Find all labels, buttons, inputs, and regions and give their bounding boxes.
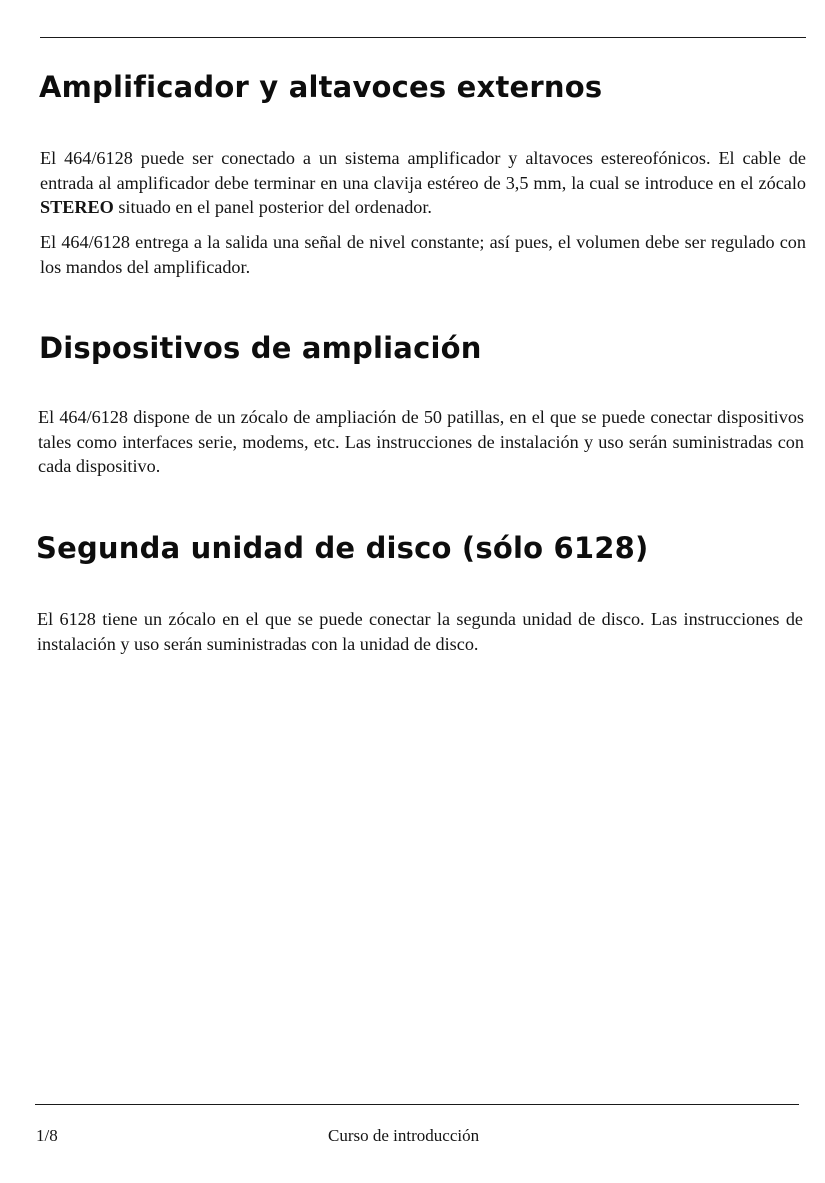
footer-title: Curso de introducción [328,1126,480,1145]
stereo-socket-label: STEREO [40,197,114,217]
section-heading-expansion: Dispositivos de ampliación [39,331,482,365]
paragraph-second-drive: El 6128 tiene un zócalo en el que se puede conectar la segunda unidad de disco. Las instrucciones de instalación y uso serán suministradas con la unidad de disco. [37,609,803,654]
paragraph-volume-level: El 464/6128 entrega a la salida una señal de nivel constante; así pues, el volumen debe ser regulado con los mandos del amplificador. [40,232,806,277]
bottom-rule [35,1104,799,1105]
top-rule [40,37,806,38]
section-heading-second-drive: Segunda unidad de disco (sólo 6128) [36,531,649,565]
section-heading-amplifier: Amplificador y altavoces externos [39,70,603,104]
paragraph-amplifier-connection [40,146,806,220]
paragraph-expansion-socket: El 464/6128 dispone de un zócalo de ampliación de 50 patillas, en el que se puede conectar dispositivos tales como interfaces serie, modems, etc. Las instrucciones de instalación y uso serán suministradas con cada dispositivo. [38,407,804,476]
paragraph-text: El 464/6128 puede ser conectado a un sistema amplificador y altavoces estereofónicos. El cable de entrada al amplificador debe terminar en una clavija estéreo de 3,5 mm, la cual se introduce en el zócalo [40,148,806,193]
paragraph-text: situado en el panel posterior del ordenador. [113,197,432,217]
page-number: 1/8 [36,1126,58,1145]
